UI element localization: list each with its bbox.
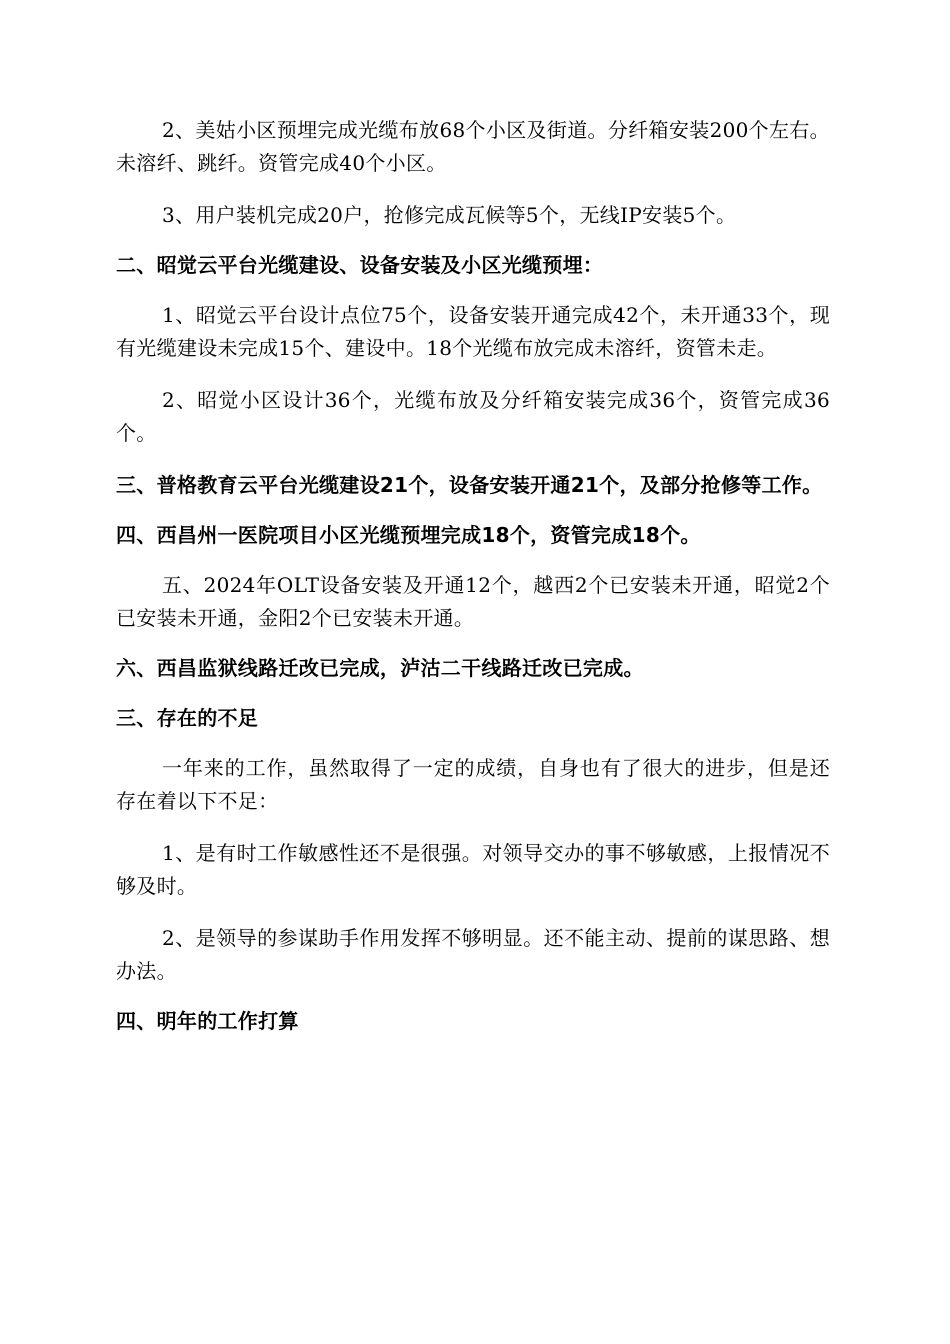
section-heading-zhaojue-cloud: 二、昭觉云平台光缆建设、设备安装及小区光缆预埋： (116, 253, 604, 277)
paragraph-zhaojue-community: 2、昭觉小区设计36个，光缆布放及分纤箱安装完成36个，资管完成36个。 (116, 388, 830, 445)
document-body (116, 114, 830, 1038)
section-heading-xichang-hospital: 四、西昌州一医院项目小区光缆预埋完成18个，资管完成18个。 (116, 523, 701, 547)
paragraph-olt-installation: 五、2024年OLT设备安装及开通12个，越西2个已安装未开通，昭觉2个已安装未开通，金阳2个已安装未开通。 (116, 573, 830, 630)
paragraph-meigu-fiber-prelay: 2、美姑小区预埋完成光缆布放68个小区及街道。分纤箱安装200个左右。未溶纤、跳纤。资管完成40个小区。 (116, 118, 830, 175)
paragraph-shortcoming-sensitivity: 1、是有时工作敏感性还不是很强。对领导交办的事不够敏感，上报情况不够及时。 (116, 841, 830, 898)
section-heading-line-relocation: 六、西昌监狱线路迁改已完成，泸沽二干线路迁改已完成。 (116, 656, 644, 680)
section-heading-next-year-plan: 四、明年的工作打算 (116, 1009, 299, 1033)
paragraph-user-installation: 3、用户装机完成20户，抢修完成瓦候等5个，无线IP安装5个。 (162, 203, 737, 227)
paragraph-shortcoming-advisory: 2、是领导的参谋助手作用发挥不够明显。还不能主动、提前的谋思路、想办法。 (116, 926, 830, 983)
paragraph-shortcomings-intro: 一年来的工作，虽然取得了一定的成绩，自身也有了很大的进步，但是还存在着以下不足： (116, 756, 830, 813)
paragraph-zhaojue-cloud-points: 1、昭觉云平台设计点位75个，设备安装开通完成42个，未开通33个，现有光缆建设未完成15个、建设中。18个光缆布放完成未溶纤，资管未走。 (116, 303, 830, 360)
section-heading-shortcomings: 三、存在的不足 (116, 706, 259, 730)
section-heading-puge-education: 三、普格教育云平台光缆建设21个，设备安装开通21个，及部分抢修等工作。 (116, 473, 823, 497)
